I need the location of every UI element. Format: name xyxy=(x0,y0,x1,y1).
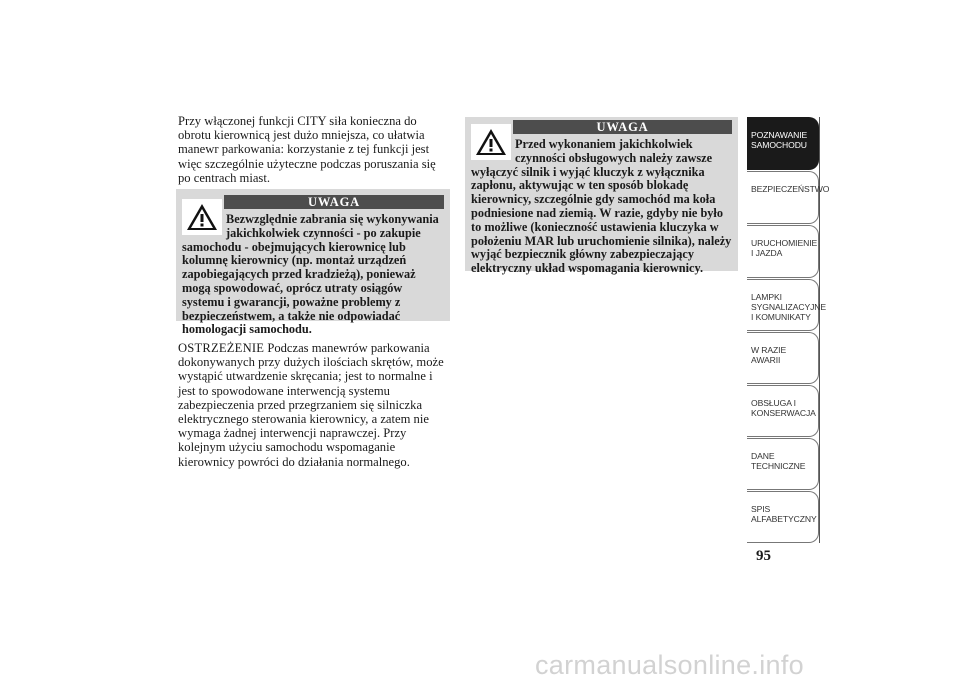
intro-paragraph: Przy włączonej funkcji CITY siła konieczna do obrotu kierownicą jest dużo mniejsza, co ułatwia manewr parkowania: korzystanie z tej funkcji jest więc szczególnie użyteczne podczas poruszania się po centrach miast. xyxy=(178,114,436,185)
watermark: carmanualsonline.info xyxy=(535,650,804,680)
tab-dane-techniczne[interactable]: DANE TECHNICZNE xyxy=(747,438,819,490)
page-number: 95 xyxy=(756,548,771,564)
note-paragraph xyxy=(178,341,450,469)
tab-obsluga-i-konserwacja[interactable]: OBSŁUGA I KONSERWACJA xyxy=(747,385,819,437)
warning-text: Bezwzględnie zabrania się wykonywania jakichkolwiek czynności - po zakupie samochodu - obejmujących kierownicę lub kolumnę kierownicy (np. montaż urządzeń zapobiegających przed kradzieżą), ponieważ mogą spowodować, oprócz utraty osiągów systemu i gwarancji, poważne problemy z bezpieczeństwem, a także nie odpowiadać homologacji samochodu. xyxy=(182,212,439,337)
note-title: OSTRZEŻENIE xyxy=(178,341,265,355)
section-tabs xyxy=(747,117,830,543)
warning-box-left xyxy=(176,189,450,337)
tab-lampki-sygnalizacyjne[interactable]: LAMPKI SYGNALIZACYJNE I KOMUNIKATY xyxy=(747,279,819,331)
warning-triangle-icon xyxy=(471,124,511,160)
warning-box-right xyxy=(465,117,738,276)
tab-poznawanie-samochodu[interactable]: POZNAWANIE SAMOCHODU xyxy=(747,117,819,170)
warning-header: UWAGA xyxy=(513,120,732,134)
tab-spis-alfabetyczny[interactable]: SPIS ALFABETYCZNY xyxy=(747,491,819,543)
warning-triangle-icon xyxy=(182,199,222,235)
tab-w-razie-awarii[interactable]: W RAZIE AWARII xyxy=(747,332,819,384)
note-text: Podczas manewrów parkowania dokonywanych przy dużych ilościach skrętów, może wystąpić utwardzenie skręcania; jest to normalne i jest to spowodowane interwencją systemu zabezpieczenia przed przegrzaniem się silniczka elektrycznego sterowania kierownicy, a zatem nie wymaga żadnej interwencji naprawczej. Przy kolejnym użyciu samochodu wspomaganie kierownicy powróci do działania normalnego. xyxy=(178,341,444,469)
warning-header: UWAGA xyxy=(224,195,444,209)
warning-text: Przed wykonaniem jakichkolwiek czynności obsługowych należy zawsze wyłączyć silnik i wyjąć kluczyk z wyłącznika zapłonu, aktywując w ten sposób blokadę kierownicy, szczególnie gdy samochód ma koła podniesione nad ziemią. W razie, gdyby nie było to możliwe (konieczność ustawienia kluczyka w położeniu MAR lub uruchomienie silnika), należy wyjąć bezpiecznik główny zabezpieczający elektryczny układ wspomagania kierownicy. xyxy=(471,137,732,276)
tab-bezpieczenstwo[interactable]: BEZPIECZEŃSTWO xyxy=(747,171,819,224)
tab-uruchomienie-i-jazda[interactable]: URUCHOMIENIE I JAZDA xyxy=(747,225,819,278)
